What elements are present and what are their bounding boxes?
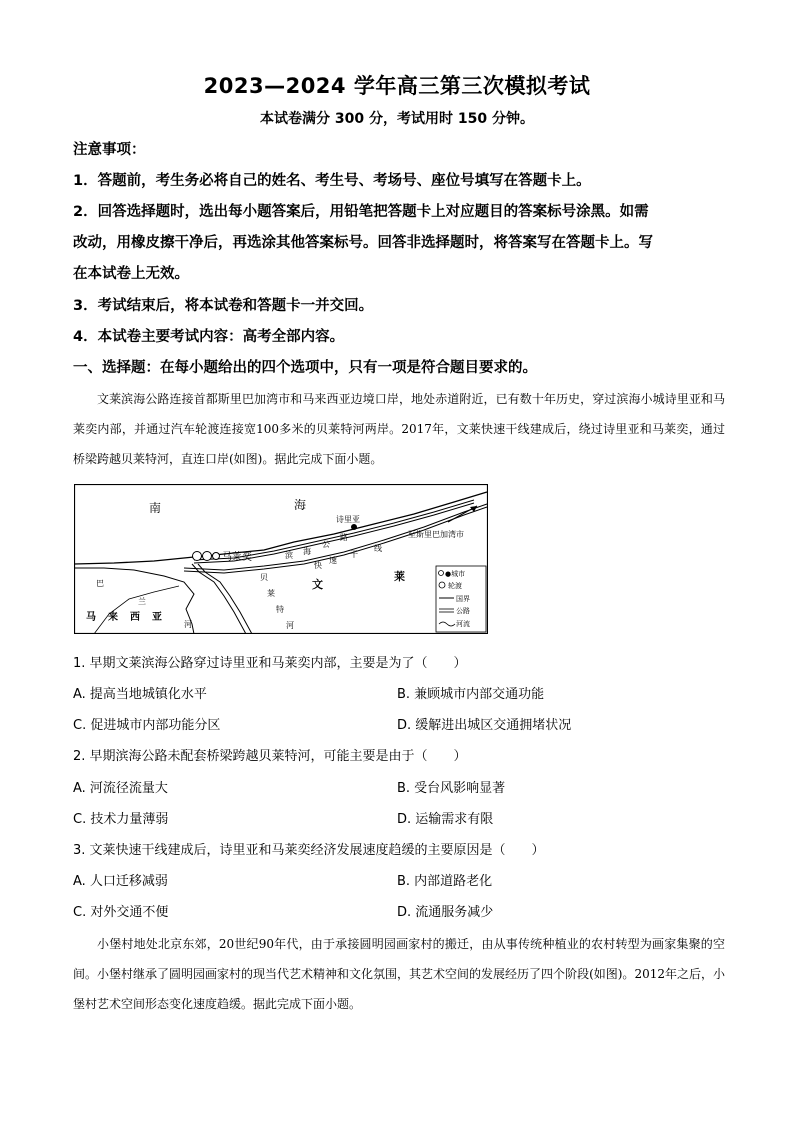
exam-title: 2023—2024 学年高三第三次模拟考试 — [203, 74, 591, 98]
question-2-option-b: B. 受台风影响显著 — [397, 781, 506, 796]
map-label-road-4: 路 — [340, 533, 348, 542]
map-label-baram-1: 巴 — [96, 579, 104, 588]
legend-city: ●城市 — [445, 570, 466, 578]
exam-subtitle: 本试卷满分 300 分，考试用时 150 分钟。 — [260, 111, 534, 127]
question-2-stem: 2. 早期滨海公路未配套桥梁跨越贝莱特河，可能主要是由于（ ） — [73, 749, 467, 764]
map-label-malaysia-3: 西 — [130, 612, 140, 623]
question-1-option-a: A. 提高当地城镇化水平 — [73, 687, 207, 702]
map-label-river-3: 特 — [276, 605, 284, 614]
map-label-road-2: 海 — [303, 547, 311, 556]
map-label-road-3: 公 — [322, 540, 330, 549]
legend-road: 公路 — [456, 607, 470, 615]
brunei-road-map — [74, 484, 488, 634]
map-label-brunei-2: 莱 — [394, 570, 405, 583]
passage-1: 文莱滨海公路连接首都斯里巴加湾市和马来西亚边境口岸，地处赤道附近，已有数十年历史，穿过滨海小城诗里亚和马莱奕内部，并通过汽车轮渡连接宽100多米的贝莱特河两岸。2017年，文莱快速干线建成后，绕过诗里亚和马莱奕，通过桥梁跨越贝莱特河，直连口岸(如图)。据此完成下面小题。 — [73, 392, 725, 466]
map-legend — [436, 566, 486, 632]
map-label-road-1: 滨 — [285, 551, 293, 560]
legend-river: 河流 — [456, 620, 470, 628]
question-3-option-a: A. 人口迁移减弱 — [73, 874, 168, 889]
map-label-river-2: 莱 — [267, 589, 275, 598]
map-label-bsb: 至斯里巴加湾市 — [408, 530, 464, 539]
map-label-sea-1: 南 — [149, 501, 162, 515]
map-label-brunei-1: 文 — [312, 578, 323, 591]
map-label-river-1: 贝 — [260, 573, 268, 582]
question-3-option-d: D. 流通服务减少 — [397, 905, 494, 920]
map-label-seria: 诗里亚 — [336, 515, 360, 524]
kuala-belait-city-dot — [213, 553, 220, 560]
map-label-malaysia-1: 马 — [86, 612, 96, 623]
note-item-4: 4．本试卷主要考试内容：高考全部内容。 — [73, 329, 345, 345]
map-figure — [74, 484, 488, 634]
note-item-1: 1．答题前，考生务必将自己的姓名、考生号、考场号、座位号填写在答题卡上。 — [73, 173, 591, 189]
question-1-option-c: C. 促进城市内部功能分区 — [73, 718, 221, 733]
seria-city-dot — [351, 524, 357, 530]
map-label-sea-2: 海 — [294, 498, 307, 512]
notes-heading: 注意事项： — [73, 142, 146, 158]
note-item-2-line-2: 改动，用橡皮擦干净后，再选涂其他答案标号。回答非选择题时，将答案写在答题卡上。写 — [73, 235, 653, 251]
question-2-option-a: A. 河流径流量大 — [73, 781, 168, 796]
note-item-2-line-1: 2．回答选择题时，选出每小题答案后，用铅笔把答题卡上对应题目的答案标号涂黑。如需 — [73, 204, 649, 220]
map-label-malaysia-4: 亚 — [152, 612, 162, 623]
question-2-option-c: C. 技术力量薄弱 — [73, 812, 169, 827]
section-heading: 一、选择题：在每小题给出的四个选项中，只有一项是符合题目要求的。 — [73, 360, 537, 376]
question-2-option-d: D. 运输需求有限 — [397, 812, 494, 827]
legend-ferry: 轮渡 — [448, 582, 462, 590]
map-label-expressway-3: 干 — [350, 550, 358, 559]
map-label-expressway-2: 速 — [329, 556, 337, 565]
legend-border: 国界 — [456, 595, 470, 603]
map-label-malaysia-2: 来 — [108, 612, 118, 623]
map-label-baram-3: 河 — [184, 620, 192, 629]
passage-2: 小堡村地处北京东郊，20世纪90年代，由于承接圆明园画家村的搬迁，由从事传统种植业的农村转型为画家集聚的空间。小堡村继承了圆明园画家村的现当代艺术精神和文化氛围，其艺术空间的发展经历了四个阶段(如图)。2012年之后，小堡村艺术空间形态变化速度趋缓。据此完成下面小题。 — [73, 937, 725, 1011]
map-label-baram-2: 兰 — [138, 597, 146, 606]
question-1-option-d: D. 缓解进出城区交通拥堵状况 — [397, 718, 572, 733]
legend-ferry-icon — [439, 582, 445, 588]
map-label-kuala-belait: 马莱奕 — [222, 552, 252, 563]
map-label-expressway-4: 线 — [374, 544, 382, 553]
question-3-stem: 3. 文莱快速干线建成后，诗里亚和马莱奕经济发展速度趋缓的主要原因是（ ） — [73, 843, 545, 858]
question-3-option-b: B. 内部道路老化 — [397, 874, 493, 889]
map-label-river-4: 河 — [286, 621, 294, 630]
note-item-2-line-3: 在本试卷上无效。 — [73, 266, 189, 282]
ferry-icon-1 — [193, 552, 202, 561]
question-1-option-b: B. 兼顾城市内部交通功能 — [397, 687, 545, 702]
question-1-stem: 1. 早期文莱滨海公路穿过诗里亚和马莱奕内部，主要是为了（ ） — [73, 656, 467, 671]
question-3-option-c: C. 对外交通不便 — [73, 905, 169, 920]
note-item-3: 3．考试结束后，将本试卷和答题卡一并交回。 — [73, 298, 374, 314]
ferry-icon-2 — [203, 552, 212, 561]
map-label-expressway-1: 快 — [314, 561, 322, 570]
